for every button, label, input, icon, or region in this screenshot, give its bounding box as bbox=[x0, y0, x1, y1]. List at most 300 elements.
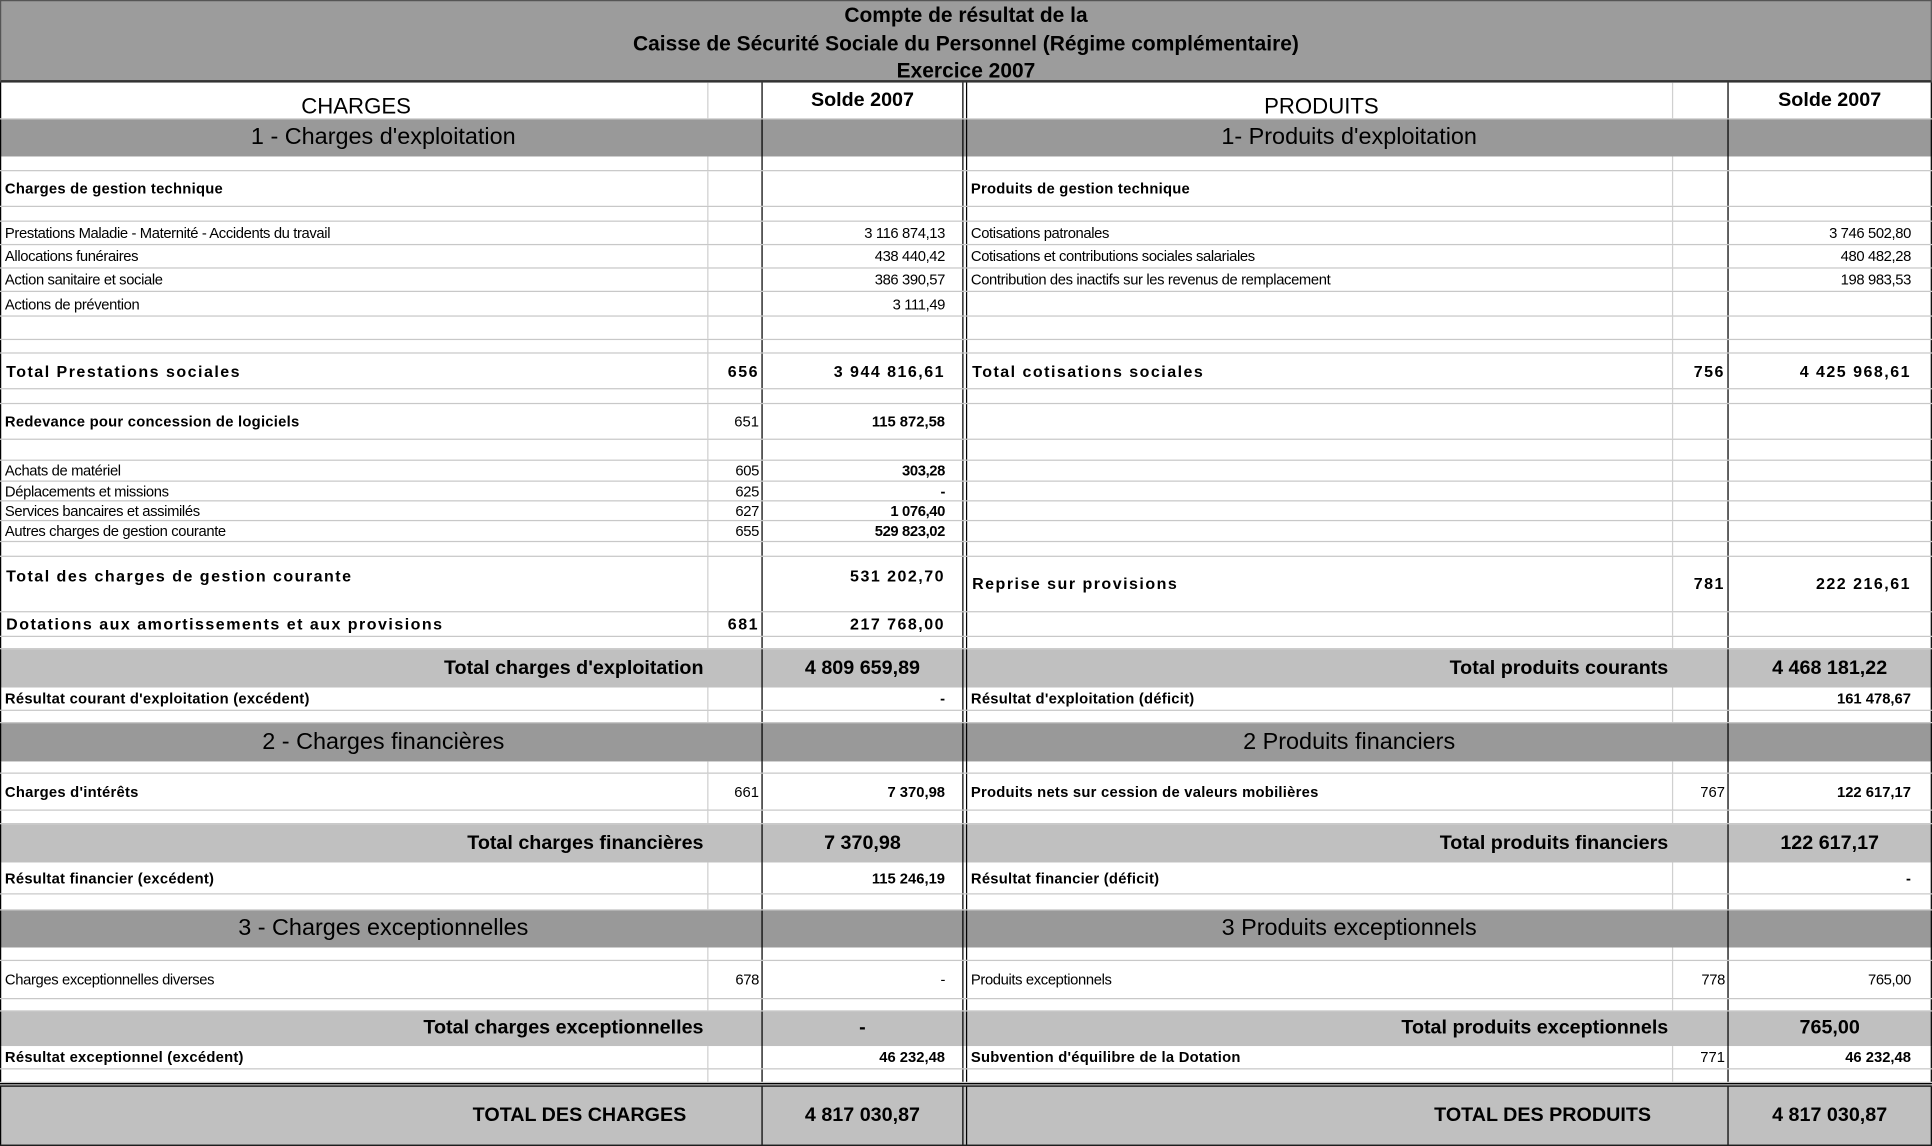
account-code bbox=[708, 637, 762, 648]
charges-side bbox=[0, 961, 962, 998]
account-code bbox=[708, 1087, 762, 1145]
produits-side bbox=[967, 723, 1932, 761]
charges-side bbox=[0, 171, 962, 205]
solde-value: 480 482,28 bbox=[1840, 247, 1911, 265]
account-label bbox=[1, 340, 708, 352]
solde-value bbox=[1729, 389, 1931, 403]
solde-value bbox=[1729, 501, 1931, 519]
charges-side bbox=[0, 245, 962, 267]
account-code bbox=[708, 1046, 762, 1068]
produits-side bbox=[967, 245, 1932, 267]
account-code: 678 bbox=[708, 961, 762, 998]
solde-value: - bbox=[859, 1017, 866, 1039]
solde-value: 7 370,98 bbox=[824, 832, 901, 854]
account-code: 681 bbox=[708, 612, 762, 635]
spacer-row bbox=[0, 947, 1932, 961]
account-label bbox=[967, 340, 1673, 352]
account-label: TOTAL DES PRODUITS bbox=[1434, 1104, 1652, 1126]
account-code bbox=[708, 947, 762, 959]
account-label: Actions de prévention bbox=[1, 292, 708, 315]
account-code bbox=[1673, 269, 1728, 291]
title-line: Exercice 2007 bbox=[896, 59, 1036, 83]
charges-solde-heading: Solde 2007 bbox=[810, 89, 914, 111]
solde-value bbox=[1729, 207, 1931, 221]
produits-side bbox=[967, 688, 1932, 710]
produits-side bbox=[967, 911, 1932, 948]
solde-value: 3 116 874,13 bbox=[864, 224, 946, 242]
spacer-row bbox=[0, 317, 1932, 340]
account-label bbox=[967, 521, 1673, 541]
account-code bbox=[1673, 171, 1728, 205]
account-label bbox=[967, 501, 1673, 519]
produits-side bbox=[967, 774, 1932, 810]
produits-side bbox=[967, 440, 1932, 460]
account-code bbox=[1673, 207, 1728, 221]
produits-side bbox=[967, 1069, 1932, 1081]
solde-value bbox=[1729, 711, 1931, 722]
charges-side bbox=[0, 1012, 962, 1046]
account-code bbox=[708, 292, 762, 315]
charges-side bbox=[0, 911, 962, 948]
statement-rows bbox=[0, 120, 1932, 1146]
column-header-row bbox=[0, 83, 1932, 120]
produits-side bbox=[967, 171, 1932, 205]
account-code bbox=[708, 171, 762, 205]
account-label: Charges de gestion technique bbox=[1, 171, 708, 205]
account-label: Charges d'intérêts bbox=[1, 774, 708, 810]
account-label bbox=[1, 711, 708, 722]
solde-value bbox=[1729, 911, 1931, 948]
account-code: 756 bbox=[1673, 354, 1728, 388]
charges-side bbox=[0, 774, 962, 810]
solde-value: 7 370,98 bbox=[887, 782, 946, 801]
charges-side bbox=[0, 688, 962, 710]
account-code: 605 bbox=[708, 461, 762, 481]
account-label: 2 - Charges financières bbox=[1, 723, 763, 761]
account-code bbox=[1673, 222, 1728, 244]
solde-value: 222 216,61 bbox=[1816, 574, 1911, 593]
solde-value: 122 617,17 bbox=[1780, 832, 1879, 854]
charges-side bbox=[0, 612, 962, 635]
solde-value: 529 823,02 bbox=[874, 522, 946, 540]
account-label bbox=[1, 156, 708, 170]
account-label: Action sanitaire et sociale bbox=[1, 269, 708, 291]
account-label: Achats de matériel bbox=[1, 461, 708, 481]
solde-value: 122 617,17 bbox=[1836, 782, 1911, 801]
account-label: Produits de gestion technique bbox=[967, 171, 1673, 205]
spacer-row bbox=[0, 711, 1932, 723]
account-label bbox=[967, 156, 1673, 170]
solde-value: - bbox=[940, 689, 946, 708]
spacer-row bbox=[0, 156, 1932, 171]
solde-value: 4 817 030,87 bbox=[804, 1104, 921, 1126]
solde-value bbox=[1729, 637, 1931, 648]
solde-value: 3 944 816,61 bbox=[833, 361, 946, 381]
charges-side bbox=[0, 501, 962, 519]
account-label bbox=[967, 482, 1673, 500]
charges-side bbox=[0, 637, 962, 648]
account-label: Total charges d'exploitation bbox=[443, 657, 704, 679]
solde-value bbox=[763, 723, 962, 761]
charges-side bbox=[0, 354, 962, 388]
account-code: 767 bbox=[1673, 774, 1728, 810]
total-row bbox=[0, 1012, 1932, 1046]
solde-value bbox=[763, 1069, 963, 1081]
account-code bbox=[1673, 245, 1728, 267]
spacer-row bbox=[0, 389, 1932, 404]
spacer-row bbox=[0, 440, 1932, 461]
solde-value: 4 809 659,89 bbox=[804, 657, 921, 679]
account-label: Total produits exceptionnels bbox=[1401, 1017, 1669, 1039]
solde-value: 217 768,00 bbox=[850, 614, 946, 634]
solde-value bbox=[763, 811, 963, 823]
total-row bbox=[0, 1083, 1932, 1146]
account-label: Services bancaires et assimilés bbox=[1, 501, 708, 519]
account-code bbox=[1673, 292, 1728, 315]
account-code bbox=[1673, 688, 1728, 710]
produits-side bbox=[967, 1087, 1932, 1145]
account-code bbox=[708, 761, 762, 772]
total-row bbox=[0, 824, 1932, 862]
account-label bbox=[967, 947, 1673, 959]
account-code bbox=[708, 688, 762, 710]
solde-value: 4 817 030,87 bbox=[1772, 1104, 1888, 1126]
solde-value: 438 440,42 bbox=[874, 247, 946, 265]
total-row bbox=[0, 649, 1932, 687]
solde-value: 765,00 bbox=[1867, 970, 1911, 989]
account-label bbox=[1, 317, 708, 339]
table-row bbox=[0, 222, 1932, 245]
solde-value: 765,00 bbox=[1799, 1017, 1860, 1039]
account-code bbox=[1673, 1069, 1728, 1081]
section-header-row bbox=[0, 723, 1932, 761]
account-label: Reprise sur provisions bbox=[967, 557, 1673, 611]
title-line: Compte de résultat de la bbox=[844, 3, 1088, 28]
solde-value bbox=[1729, 440, 1931, 460]
account-code bbox=[708, 1012, 762, 1046]
account-label: Total charges financières bbox=[467, 832, 704, 854]
spacer-row bbox=[0, 761, 1932, 773]
solde-value bbox=[1729, 404, 1931, 438]
account-label bbox=[1, 999, 708, 1010]
produits-side bbox=[967, 1046, 1932, 1068]
account-code bbox=[1673, 389, 1728, 403]
solde-value bbox=[763, 207, 963, 221]
account-label bbox=[1, 440, 708, 460]
solde-value bbox=[1729, 292, 1931, 315]
charges-side bbox=[0, 649, 962, 687]
account-code bbox=[708, 824, 762, 862]
produits-side bbox=[967, 292, 1932, 315]
account-label bbox=[1, 542, 708, 556]
title-band bbox=[0, 0, 1932, 83]
charges-side bbox=[0, 1046, 962, 1068]
account-label bbox=[967, 542, 1673, 556]
solde-value: - bbox=[1906, 869, 1911, 887]
solde-value bbox=[763, 999, 963, 1010]
account-code bbox=[1673, 862, 1728, 893]
solde-value: 4 468 181,22 bbox=[1772, 657, 1888, 679]
produits-side bbox=[967, 862, 1932, 893]
account-label: Allocations funéraires bbox=[1, 245, 708, 267]
account-label bbox=[967, 895, 1673, 910]
account-code bbox=[1673, 761, 1728, 772]
account-label: 1 - Charges d'exploitation bbox=[1, 120, 763, 157]
spacer-row bbox=[0, 999, 1932, 1011]
produits-side bbox=[967, 557, 1932, 611]
produits-side bbox=[967, 961, 1932, 998]
solde-value bbox=[1729, 612, 1931, 635]
table-row bbox=[0, 269, 1932, 292]
solde-value: - bbox=[940, 970, 946, 989]
account-label bbox=[967, 317, 1673, 339]
produits-solde-heading: Solde 2007 bbox=[1778, 89, 1882, 111]
produits-side bbox=[967, 501, 1932, 519]
account-label: Résultat exceptionnel (excédent) bbox=[1, 1046, 708, 1068]
produits-side bbox=[967, 156, 1932, 170]
account-label bbox=[1, 1069, 708, 1081]
account-label bbox=[1, 947, 708, 959]
charges-side bbox=[0, 824, 962, 862]
account-code: 781 bbox=[1673, 557, 1728, 611]
charges-side bbox=[0, 482, 962, 500]
account-code bbox=[708, 156, 762, 170]
charges-side bbox=[0, 156, 962, 170]
solde-value bbox=[1729, 461, 1931, 481]
table-row bbox=[0, 557, 1932, 612]
solde-value: 46 232,48 bbox=[1845, 1048, 1911, 1066]
account-label: Redevance pour concession de logiciels bbox=[1, 404, 708, 438]
account-code: 656 bbox=[708, 354, 762, 388]
account-code bbox=[708, 711, 762, 722]
account-label: Cotisations et contributions sociales salariales bbox=[967, 245, 1673, 267]
spacer-row bbox=[0, 637, 1932, 649]
account-label bbox=[1, 895, 708, 910]
charges-side bbox=[0, 317, 962, 339]
solde-value bbox=[763, 440, 963, 460]
account-code bbox=[708, 340, 762, 352]
account-label bbox=[1, 389, 708, 403]
account-label: Total produits financiers bbox=[1439, 832, 1669, 854]
account-label: Charges exceptionnelles diverses bbox=[1, 961, 708, 998]
account-code bbox=[708, 222, 762, 244]
account-label: 1- Produits d'exploitation bbox=[967, 120, 1728, 157]
account-code: 625 bbox=[708, 482, 762, 500]
account-code bbox=[708, 557, 762, 611]
table-row bbox=[0, 961, 1932, 999]
solde-value bbox=[763, 761, 963, 772]
account-code: 651 bbox=[708, 404, 762, 438]
account-code bbox=[1673, 340, 1728, 352]
produits-side bbox=[967, 999, 1932, 1010]
produits-side bbox=[967, 542, 1932, 556]
spacer-row bbox=[0, 895, 1932, 911]
account-code bbox=[708, 895, 762, 910]
solde-value bbox=[1729, 542, 1931, 556]
account-code bbox=[1673, 811, 1728, 823]
solde-value bbox=[1729, 723, 1931, 761]
account-label: 3 - Charges exceptionnelles bbox=[1, 911, 763, 948]
charges-side bbox=[0, 222, 962, 244]
solde-value: 3 746 502,80 bbox=[1829, 224, 1911, 242]
produits-side bbox=[967, 317, 1932, 339]
account-code bbox=[708, 542, 762, 556]
charges-side bbox=[0, 461, 962, 481]
account-label: Contribution des inactifs sur les revenus de remplacement bbox=[967, 269, 1673, 291]
charges-side bbox=[0, 999, 962, 1010]
account-label bbox=[1, 637, 708, 648]
account-code bbox=[1673, 649, 1728, 687]
solde-value bbox=[763, 340, 963, 352]
account-code bbox=[708, 389, 762, 403]
solde-value: 3 111,49 bbox=[892, 295, 946, 313]
account-code bbox=[708, 862, 762, 893]
account-code: 627 bbox=[708, 501, 762, 519]
account-label bbox=[967, 761, 1673, 772]
solde-value: 115 246,19 bbox=[871, 869, 946, 887]
account-code bbox=[1673, 404, 1728, 438]
charges-side bbox=[0, 947, 962, 959]
table-row bbox=[0, 688, 1932, 711]
solde-value bbox=[763, 389, 963, 403]
charges-side bbox=[0, 404, 962, 438]
solde-value bbox=[1729, 171, 1931, 205]
solde-value bbox=[1729, 895, 1931, 910]
produits-side bbox=[967, 811, 1932, 823]
solde-value bbox=[1729, 317, 1931, 339]
account-code bbox=[1673, 947, 1728, 959]
account-label: Produits nets sur cession de valeurs mobilières bbox=[967, 774, 1673, 810]
account-code bbox=[1673, 542, 1728, 556]
charges-side bbox=[0, 557, 962, 611]
produits-side bbox=[967, 637, 1932, 648]
account-label: Cotisations patronales bbox=[967, 222, 1673, 244]
produits-side bbox=[967, 947, 1932, 959]
account-label bbox=[967, 461, 1673, 481]
table-row bbox=[0, 501, 1932, 521]
account-label bbox=[967, 612, 1673, 635]
charges-side bbox=[0, 723, 962, 761]
spacer-row bbox=[0, 542, 1932, 557]
account-code bbox=[1673, 317, 1728, 339]
code-header bbox=[708, 83, 762, 119]
charges-side bbox=[0, 120, 962, 157]
produits-side bbox=[967, 761, 1932, 772]
produits-side bbox=[967, 354, 1932, 388]
charges-side bbox=[0, 761, 962, 772]
solde-value bbox=[763, 895, 963, 910]
account-code bbox=[1673, 1087, 1728, 1145]
spacer-row bbox=[0, 207, 1932, 222]
table-row bbox=[0, 461, 1932, 482]
account-code bbox=[1673, 637, 1728, 648]
charges-side bbox=[0, 207, 962, 221]
solde-value: 386 390,57 bbox=[874, 271, 946, 289]
account-code bbox=[708, 207, 762, 221]
solde-value: 198 983,53 bbox=[1840, 271, 1911, 289]
title-line: Caisse de Sécurité Sociale du Personnel (Régime complémentaire) bbox=[633, 31, 1299, 55]
account-label bbox=[967, 811, 1673, 823]
account-label bbox=[967, 292, 1673, 315]
account-code bbox=[1673, 440, 1728, 460]
account-label: 2 Produits financiers bbox=[967, 723, 1728, 761]
table-row bbox=[0, 354, 1932, 390]
spacer-row bbox=[0, 811, 1932, 825]
produits-side bbox=[967, 895, 1932, 910]
account-label: Total cotisations sociales bbox=[967, 354, 1673, 388]
section-header-row bbox=[0, 120, 1932, 157]
account-code: 655 bbox=[708, 521, 762, 541]
account-code bbox=[708, 999, 762, 1010]
solde-value: 115 872,58 bbox=[871, 412, 946, 431]
account-code bbox=[1673, 501, 1728, 519]
solde-value: 4 425 968,61 bbox=[1799, 361, 1911, 381]
solde-value: - bbox=[940, 482, 946, 500]
solde-value: 531 202,70 bbox=[850, 566, 946, 586]
code-header bbox=[1673, 83, 1728, 119]
solde-value bbox=[763, 120, 962, 157]
produits-side bbox=[967, 482, 1932, 500]
solde-value: 303,28 bbox=[902, 462, 946, 480]
account-code: 771 bbox=[1673, 1046, 1728, 1068]
charges-side bbox=[0, 542, 962, 556]
account-code bbox=[708, 811, 762, 823]
produits-side bbox=[967, 461, 1932, 481]
produits-side bbox=[967, 612, 1932, 635]
charges-header bbox=[0, 83, 962, 119]
solde-value bbox=[1729, 811, 1931, 823]
account-code bbox=[708, 317, 762, 339]
account-label: TOTAL DES CHARGES bbox=[472, 1104, 687, 1126]
account-label: Total des charges de gestion courante bbox=[1, 557, 708, 611]
charges-side bbox=[0, 521, 962, 541]
charges-side bbox=[0, 895, 962, 910]
produits-side bbox=[967, 824, 1932, 862]
solde-value bbox=[1729, 340, 1931, 352]
produits-side bbox=[967, 120, 1932, 157]
table-row bbox=[0, 482, 1932, 502]
account-code bbox=[1673, 824, 1728, 862]
account-label: Total produits courants bbox=[1449, 657, 1669, 679]
account-label: Déplacements et missions bbox=[1, 482, 708, 500]
account-code bbox=[1673, 156, 1728, 170]
table-row bbox=[0, 171, 1932, 207]
table-row bbox=[0, 521, 1932, 542]
table-row bbox=[0, 774, 1932, 811]
solde-value bbox=[763, 947, 963, 959]
account-code bbox=[1673, 482, 1728, 500]
account-label bbox=[967, 389, 1673, 403]
produits-side bbox=[967, 222, 1932, 244]
account-label: 3 Produits exceptionnels bbox=[967, 911, 1728, 948]
account-label bbox=[967, 404, 1673, 438]
solde-value bbox=[1729, 156, 1931, 170]
account-code bbox=[1673, 895, 1728, 910]
account-code bbox=[708, 269, 762, 291]
solde-value bbox=[1729, 761, 1931, 772]
solde-value bbox=[1729, 482, 1931, 500]
table-row bbox=[0, 862, 1932, 894]
account-code bbox=[1673, 999, 1728, 1010]
account-label bbox=[967, 637, 1673, 648]
charges-side bbox=[0, 1069, 962, 1081]
account-label: Dotations aux amortissements et aux provisions bbox=[1, 612, 708, 635]
account-label bbox=[967, 207, 1673, 221]
solde-value bbox=[763, 637, 963, 648]
account-label: Résultat financier (déficit) bbox=[967, 862, 1673, 893]
produits-header bbox=[967, 83, 1932, 119]
account-label: Autres charges de gestion courante bbox=[1, 521, 708, 541]
